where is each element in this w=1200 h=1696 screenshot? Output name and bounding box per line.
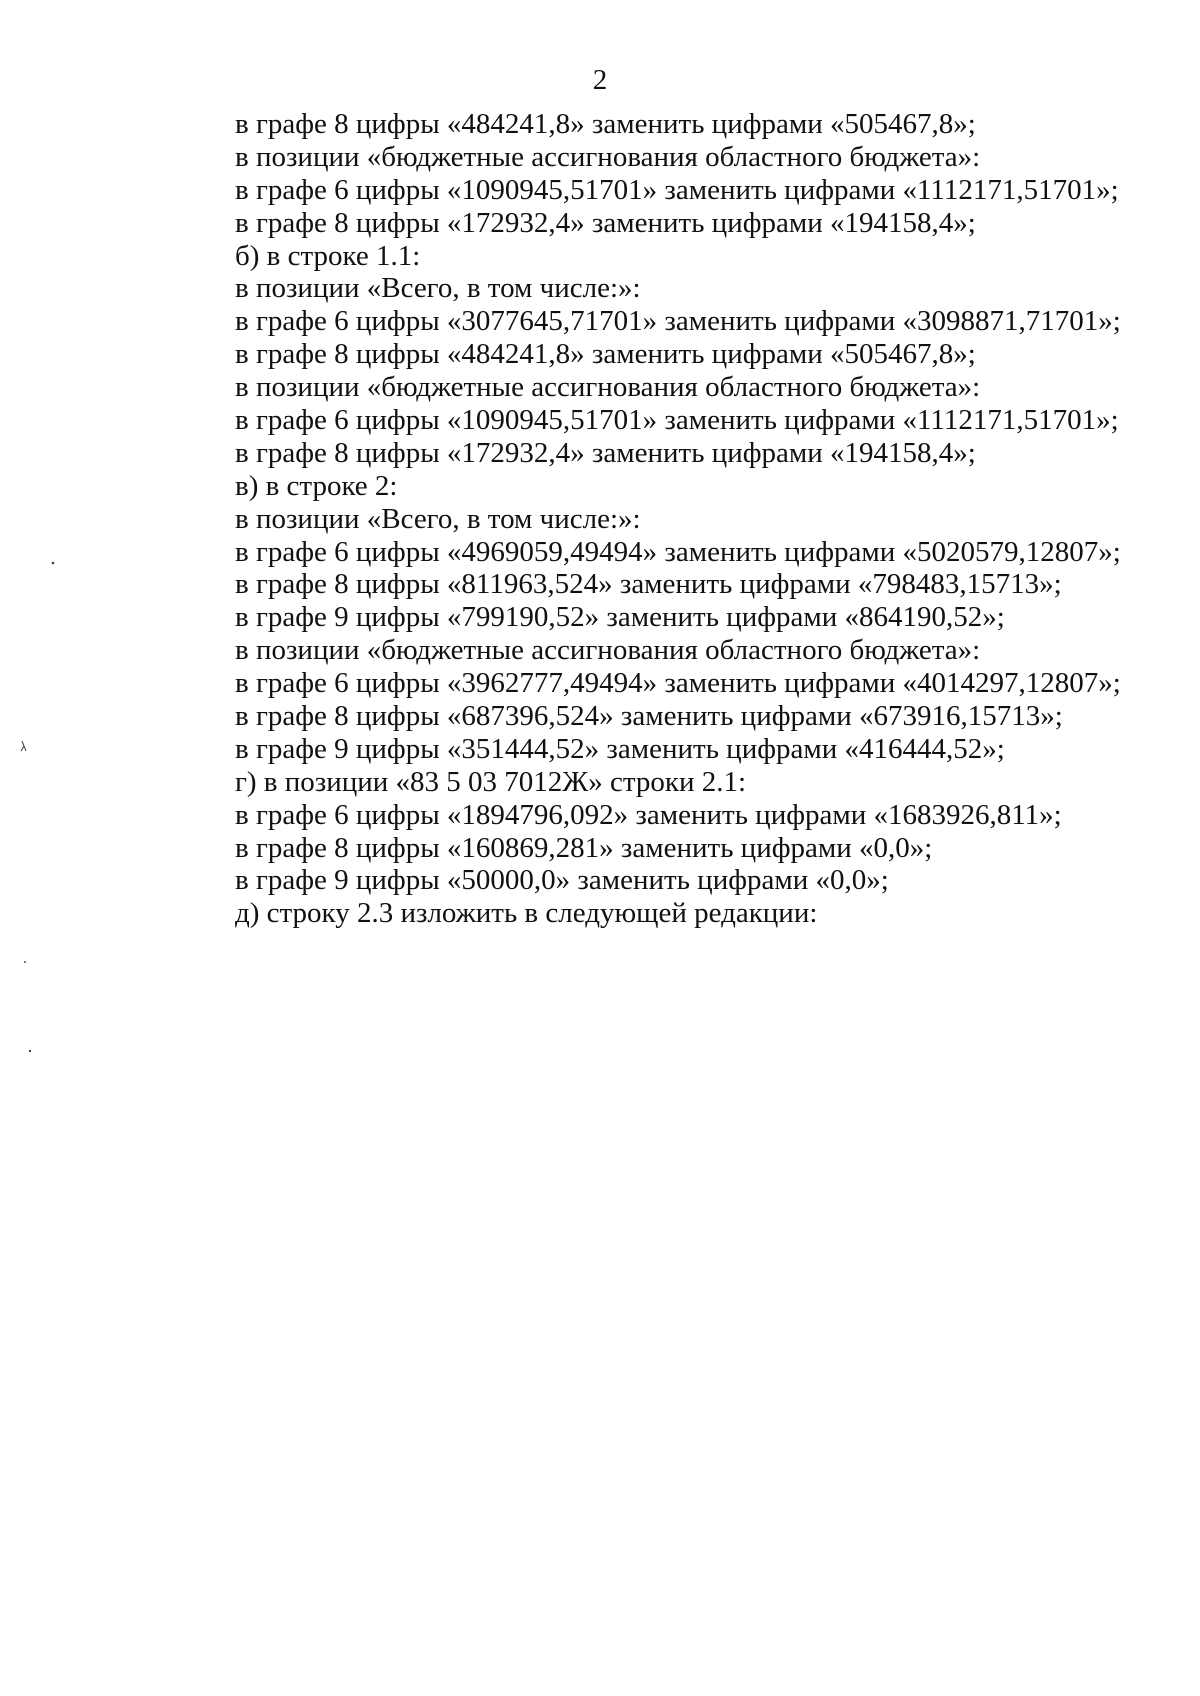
text-line: в графе 8 цифры «160869,281» заменить цифрами «0,0»; (235, 831, 933, 864)
text-line: в графе 6 цифры «1894796,092» заменить цифрами «1683926,811»; (235, 798, 1062, 831)
text-line: в графе 8 цифры «811963,524» заменить цифрами «798483,15713»; (235, 568, 1062, 601)
scan-speck (27, 1048, 33, 1054)
text-line: г) в позиции «83 5 03 7012Ж» строки 2.1: (235, 765, 747, 798)
text-line: в) в строке 2: (235, 469, 398, 502)
text-line: в графе 8 цифры «484241,8» заменить цифрами «505467,8»; (235, 338, 976, 371)
text-line: в позиции «Всего, в том числе:»: (235, 502, 641, 535)
scan-speck (50, 560, 56, 566)
page-number: 2 (592, 64, 608, 96)
text-line: в позиции «бюджетные ассигнования областного бюджета»: (235, 371, 981, 404)
text-line: в позиции «бюджетные ассигнования областного бюджета»: (235, 140, 981, 173)
text-line: в графе 8 цифры «172932,4» заменить цифрами «194158,4»; (235, 436, 976, 469)
text-line: в позиции «бюджетные ассигнования областного бюджета»: (235, 634, 981, 667)
document-body (235, 108, 1135, 930)
text-line: в графе 9 цифры «50000,0» заменить цифрами «0,0»; (235, 864, 889, 897)
text-line: в графе 6 цифры «1090945,51701» заменить цифрами «1112171,51701»; (235, 173, 1119, 206)
text-line: в графе 6 цифры «4969059,49494» заменить цифрами «5020579,12807»; (235, 535, 1121, 568)
text-line: в графе 9 цифры «351444,52» заменить цифрами «416444,52»; (235, 732, 1005, 765)
text-line: в графе 8 цифры «172932,4» заменить цифрами «194158,4»; (235, 206, 976, 239)
text-line: в позиции «Всего, в том числе:»: (235, 272, 641, 305)
text-line: в графе 9 цифры «799190,52» заменить цифрами «864190,52»; (235, 601, 1005, 634)
text-line: в графе 8 цифры «687396,524» заменить цифрами «673916,15713»; (235, 700, 1063, 733)
text-line: в графе 6 цифры «1090945,51701» заменить цифрами «1112171,51701»; (235, 404, 1119, 437)
text-line: в графе 8 цифры «484241,8» заменить цифрами «505467,8»; (235, 108, 976, 140)
text-line: в графе 6 цифры «3077645,71701» заменить цифрами «3098871,71701»; (235, 305, 1121, 338)
text-line: в графе 6 цифры «3962777,49494» заменить цифрами «4014297,12807»; (235, 667, 1121, 700)
text-line: д) строку 2.3 изложить в следующей редакции: (235, 897, 818, 930)
scan-speck (20, 740, 28, 752)
scan-speck (22, 958, 28, 966)
text-line: б) в строке 1.1: (235, 239, 421, 272)
